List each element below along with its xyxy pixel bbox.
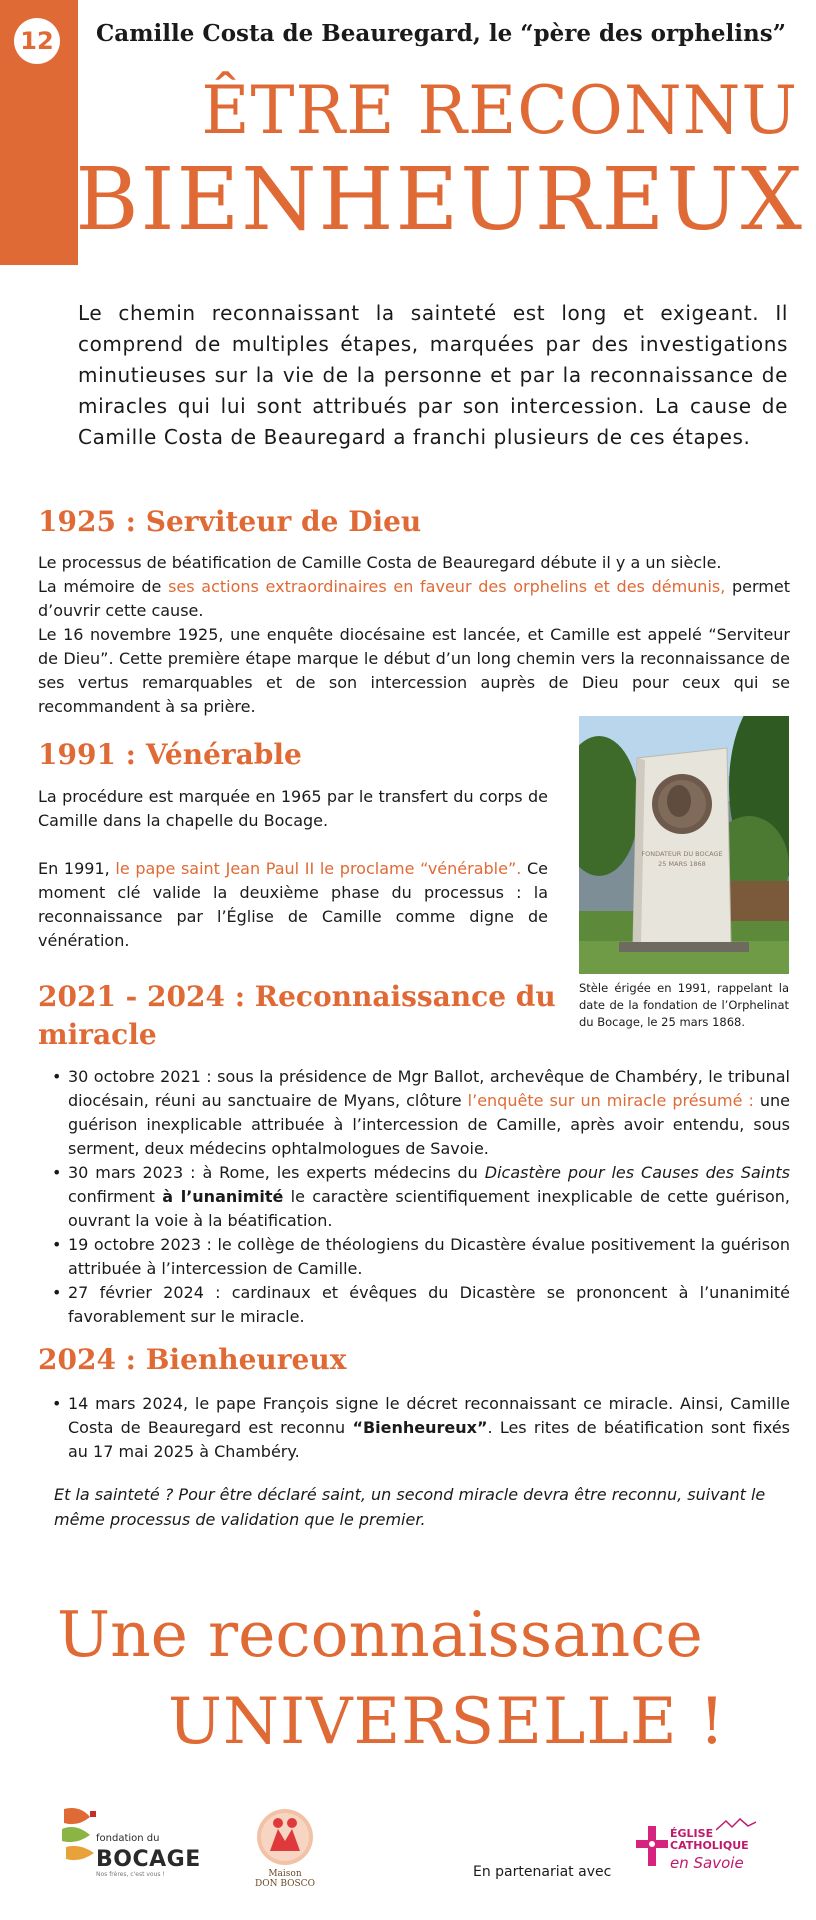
mountain-icon [716, 1818, 756, 1832]
bocage-small-text: fondation du [96, 1833, 160, 1844]
section-1991-text [38, 785, 548, 953]
section-heading-2024: 2024 : Bienheureux [38, 1343, 347, 1376]
header-color-block [0, 0, 78, 265]
s1925-p3: Le 16 novembre 1925, une enquête diocésaine est lancée, et Camille est appelé “Serviteur de Dieu”. Cette première étape marque le début d’un long chemin vers la reconnaissance de ses vertus remarquables et de son intercession auprès de Dieu pour ceux qui se recommandent à sa prière. [38, 625, 790, 716]
bocage-leaves-icon [60, 1805, 100, 1865]
s1991-p2-highlight: le pape saint Jean Paul II le proclame “vénérable”. [115, 859, 522, 878]
eglise-en-savoie: en Savoie [670, 1854, 744, 1872]
eglise-cross-icon [636, 1826, 668, 1866]
panel-number-badge: 12 [14, 18, 60, 64]
closing-line1: Une reconnaissance [57, 1598, 703, 1671]
photo-caption: Stèle érigée en 1991, rappelant la date de la fondation de l’Orphelinat du Bocage, le 25 mars 1868. [579, 981, 789, 1029]
s1991-p1: La procédure est marquée en 1965 par le transfert du corps de Camille dans la chapelle du Bocage. [38, 787, 548, 830]
section-2024-list [52, 1392, 790, 1464]
bocage-tagline: Nos frères, c'est vous ! [96, 1871, 165, 1878]
don-bosco-label: Maison DON BOSCO [255, 1869, 315, 1889]
s2021-heading-line2: miracle [38, 1018, 157, 1051]
plaque-text-2: 25 MARS 1868 [658, 860, 706, 868]
closing-line2: UNIVERSELLE ! [168, 1685, 726, 1759]
s1991-p2c: Ce moment clé valide la deuxième phase du processus : la reconnaissance par l’Église de Camille comme digne de vénération. [38, 859, 549, 950]
page-title-line2: BIENHEUREUX [75, 150, 804, 250]
page-subtitle: Camille Costa de Beauregard, le “père des orphelins” [96, 20, 786, 47]
list-item: • 30 mars 2023 : à Rome, les experts médecins du Dicastère pour les Causes des Saints confirment à l’unanimité le caractère scientifiquement inexplicable de cette guérison, ouvrant la voie à la béatification. [52, 1161, 790, 1233]
s2021-heading-line1: 2021 - 2024 : Reconnaissance du [38, 980, 556, 1013]
eglise-savoie-logo [636, 1818, 776, 1878]
partner-text: En partenariat avec [473, 1864, 612, 1880]
section-heading-1991: 1991 : Vénérable [38, 738, 302, 771]
section-1925-text [38, 551, 790, 719]
intro-paragraph: Le chemin reconnaissant la sainteté est long et exigeant. Il comprend de multiples étapes, marquées par des investigations minutieuses sur la vie de la personne et par la reconnaissance de miracles qui lui sont attribués par son intercession. La cause de Camille Costa de Beauregard a franchi plusieurs de ces étapes. [78, 301, 788, 449]
s1925-p2c: permet d’ouvrir cette cause. [38, 577, 790, 620]
plaque-text-1: FONDATEUR DU BOCAGE [641, 850, 723, 858]
list-item: • 30 octobre 2021 : sous la présidence de Mgr Ballot, archevêque de Chambéry, le tribunal diocésain, réuni au sanctuaire de Myans, clôture l’enquête sur un miracle présumé : une guérison inexplicable attribuée à l’intercession de Camille, après avoir entendu, sous serment, deux médecins ophtalmologues de Savoie. [52, 1065, 790, 1161]
s1991-p2a: En 1991, [38, 859, 116, 878]
section-heading-1925: 1925 : Serviteur de Dieu [38, 505, 422, 538]
s1925-p2a: La mémoire de [38, 577, 169, 596]
s1925-p1: Le processus de béatification de Camille Costa de Beauregard débute il y a un siècle. [38, 553, 722, 572]
don-bosco-emblem-icon [250, 1805, 320, 1867]
eglise-text: ÉGLISE CATHOLIQUE [670, 1827, 749, 1852]
bocage-name: BOCAGE [96, 1847, 201, 1872]
page-title-line1: ÊTRE RECONNU [201, 72, 798, 149]
stele-photo [579, 716, 789, 974]
list-item: • 27 février 2024 : cardinaux et évêques du Dicastère se prononcent à l’unanimité favorablement sur le miracle. [52, 1281, 790, 1329]
list-item: • 19 octobre 2023 : le collège de théologiens du Dicastère évalue positivement la guérison attribuée à l’intercession de Camille. [52, 1233, 790, 1281]
stele-photo-illustration [579, 716, 789, 974]
don-bosco-logo [250, 1805, 320, 1889]
outro-paragraph: Et la sainteté ? Pour être déclaré saint, un second miracle devra être reconnu, suivant le même processus de validation que le premier. [54, 1485, 766, 1529]
section-2021-list [52, 1065, 790, 1329]
section-heading-2021 [38, 978, 556, 1054]
list-item: • 14 mars 2024, le pape François signe le décret reconnaissant ce miracle. Ainsi, Camille Costa de Beauregard est reconnu “Bienheureux”. Les rites de béatification sont fixés au 17 mai 2025 à Chambéry. [52, 1392, 790, 1464]
fondation-bocage-logo [60, 1805, 230, 1885]
s1925-p2-highlight: ses actions extraordinaires en faveur des orphelins et des démunis, [168, 577, 726, 596]
